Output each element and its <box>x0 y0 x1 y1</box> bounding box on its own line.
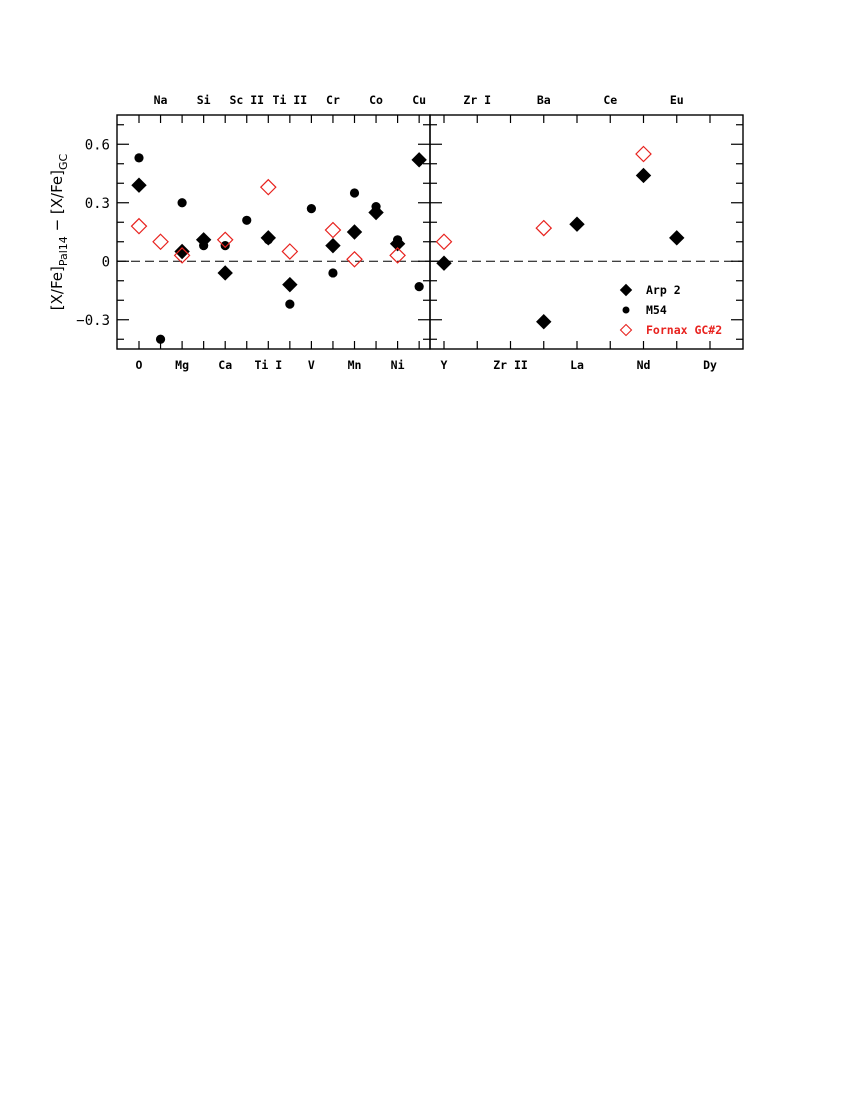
data-point <box>412 153 426 167</box>
element-label-bottom: Ni <box>390 358 405 372</box>
element-label-top: Si <box>196 93 211 107</box>
data-point <box>570 217 584 231</box>
element-label-top: Sc II <box>229 93 265 107</box>
element-label-bottom: O <box>135 358 143 372</box>
data-point <box>156 335 165 344</box>
data-point <box>132 178 146 192</box>
data-point <box>347 252 362 267</box>
data-point <box>175 245 189 259</box>
element-label-top: Cu <box>412 93 427 107</box>
legend-label: Fornax GC#2 <box>646 323 723 337</box>
data-point <box>178 198 187 207</box>
left-panel-light-elements <box>76 93 430 372</box>
data-point <box>218 266 232 280</box>
data-point <box>393 235 402 244</box>
data-point <box>132 219 147 234</box>
data-point <box>537 315 551 329</box>
legend-marker-fornax <box>621 325 632 336</box>
data-point <box>348 225 362 239</box>
element-label-bottom: Nd <box>636 358 651 372</box>
ytick-label: −0.3 <box>76 312 110 329</box>
data-point <box>536 221 551 236</box>
data-point <box>637 168 651 182</box>
data-point <box>328 268 337 277</box>
element-label-top: Na <box>153 93 168 107</box>
element-label-top: Ba <box>536 93 551 107</box>
data-point <box>264 235 273 244</box>
legend-label: Arp 2 <box>646 283 681 297</box>
element-label-bottom: V <box>307 358 315 372</box>
data-point <box>283 278 297 292</box>
ytick-label: 0 <box>101 254 110 271</box>
data-point <box>242 216 251 225</box>
data-point <box>134 153 143 162</box>
element-label-bottom: Ca <box>218 358 233 372</box>
legend-label: M54 <box>646 303 667 317</box>
data-point <box>221 241 230 250</box>
element-label-bottom: Ti I <box>254 358 283 372</box>
data-point <box>670 231 684 245</box>
data-point <box>437 234 452 249</box>
element-label-bottom: Mg <box>175 358 190 372</box>
data-point <box>261 180 276 195</box>
element-label-top: Ce <box>603 93 618 107</box>
data-point <box>371 202 380 211</box>
data-point <box>199 241 208 250</box>
element-label-top: Zr I <box>463 93 492 107</box>
data-point <box>636 147 651 162</box>
y-axis-title: $[X/Fe]_{Pal14} - [X/Fe]_{GC}$ <box>48 153 70 311</box>
data-point <box>307 204 316 213</box>
element-label-bottom: Mn <box>347 358 362 372</box>
data-point <box>350 188 359 197</box>
legend <box>621 283 723 337</box>
element-label-top: Ti II <box>272 93 308 107</box>
element-label-bottom: La <box>570 358 584 372</box>
y-axis-label <box>48 153 70 310</box>
element-label-bottom: Dy <box>703 358 717 372</box>
data-point <box>153 234 168 249</box>
element-label-bottom: Y <box>440 358 448 372</box>
ytick-label: 0.3 <box>84 195 110 212</box>
data-point <box>415 282 424 291</box>
data-point <box>437 256 451 270</box>
ytick-label: 0.6 <box>84 137 110 154</box>
plot-frame-1 <box>430 115 743 349</box>
plot-frame-0 <box>117 115 430 349</box>
element-label-top: Eu <box>669 93 684 107</box>
element-label-bottom: Zr II <box>493 358 528 372</box>
legend-marker-arp2 <box>621 285 632 296</box>
data-point <box>285 300 294 309</box>
data-point <box>325 223 340 238</box>
element-label-top: Co <box>369 93 383 107</box>
element-label-top: Cr <box>326 93 340 107</box>
data-point <box>282 244 297 259</box>
legend-marker-m54 <box>623 307 630 314</box>
data-point <box>326 239 340 253</box>
